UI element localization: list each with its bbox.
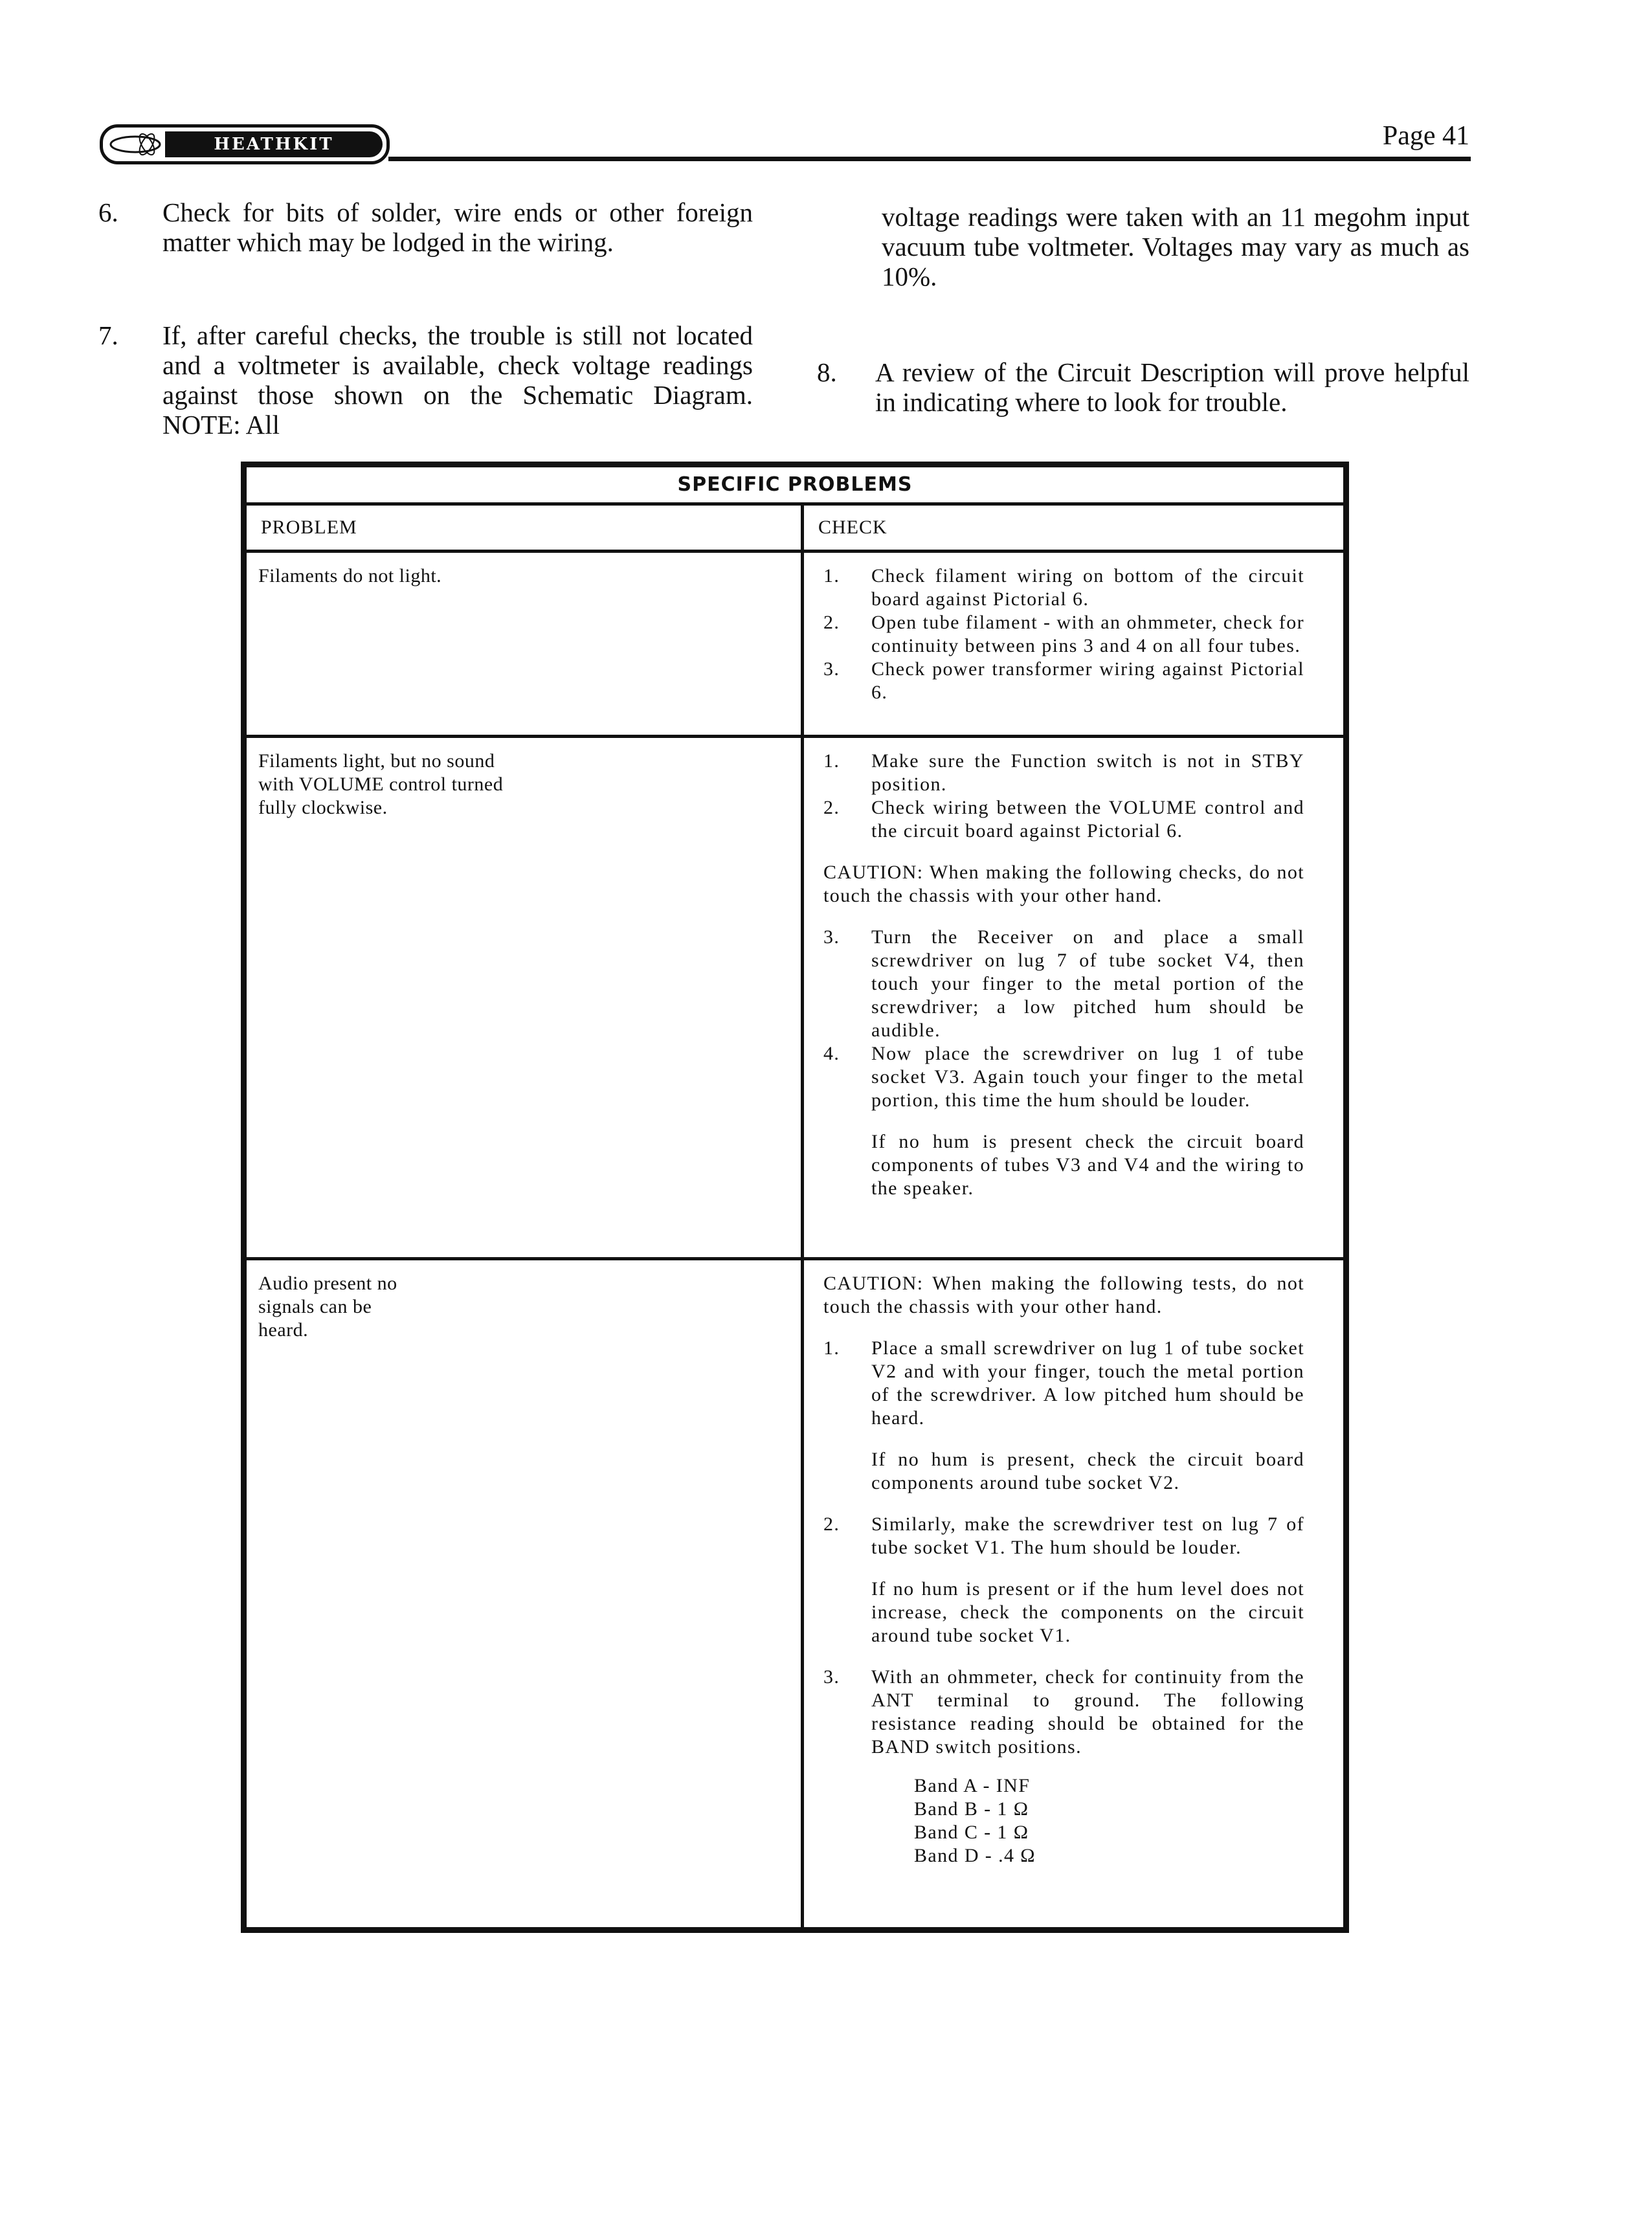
- check-item: [823, 611, 1304, 658]
- check-item: [823, 564, 1304, 611]
- item-number: 3.: [823, 658, 840, 680]
- table-row: [244, 737, 1346, 1259]
- check-item: [823, 1042, 1304, 1112]
- check-cell: [803, 1259, 1346, 1930]
- item-number: 2.: [823, 1513, 840, 1535]
- item-number: 3.: [823, 1666, 840, 1688]
- item-number: 4.: [823, 1043, 840, 1064]
- item-8-number: 8.: [817, 357, 837, 387]
- column-header-problem: PROBLEM: [244, 504, 803, 552]
- check-item: [823, 658, 1304, 704]
- item-7-text: If, after careful checks, the trouble is still not located and a voltmeter is available, check voltage readings against those shown on the Schematic Diagram. NOTE: All: [162, 320, 753, 440]
- problem-cell: Filaments do not light.: [244, 552, 803, 737]
- item-6-text: Check for bits of solder, wire ends or other foreign matter which may be lodged in the wiring.: [162, 197, 753, 257]
- specific-problems-table: [241, 462, 1349, 1933]
- problem-cell: [244, 737, 803, 1259]
- item-text: With an ohmmeter, check for continuity from the ANT terminal to ground. The following resistance reading should be obtained for the BAND switch positions.: [871, 1666, 1304, 1758]
- item-number: 3.: [823, 926, 840, 948]
- problem-text: Filaments light, but no sound with VOLUME control turned fully clockwise.: [258, 750, 504, 818]
- band-reading: Band D - .4 Ω: [914, 1845, 1036, 1866]
- item-number: 1.: [823, 750, 840, 772]
- check-item: [823, 1337, 1304, 1430]
- item-text: Check wiring between the VOLUME control and the circuit board against Pictorial 6.: [871, 797, 1304, 842]
- table-row: [244, 1259, 1346, 1930]
- check-item: [823, 796, 1304, 843]
- item-text: Place a small screwdriver on lug 1 of tube socket V2 and with your finger, touch the metal portion of the screwdriver. A low pitched hum should be heard.: [871, 1337, 1304, 1429]
- column-header-check: CHECK: [803, 504, 1346, 552]
- check-cell: [803, 737, 1346, 1259]
- atom-icon: [108, 131, 162, 157]
- check-item: [823, 926, 1304, 1042]
- check-note: If no hum is present or if the hum level does not increase, check the components on the circuit around tube socket V1.: [871, 1578, 1304, 1646]
- item-text: Now place the screwdriver on lug 1 of tube socket V3. Again touch your finger to the metal portion, this time the hum should be louder.: [871, 1043, 1304, 1111]
- check-item: [823, 1666, 1304, 1759]
- item-number: 2.: [823, 612, 840, 633]
- band-reading: Band A - INF: [914, 1775, 1031, 1796]
- caution-note: CAUTION: When making the following checks, do not touch the chassis with your other hand.: [823, 862, 1304, 906]
- table-row: [244, 552, 1346, 737]
- check-note: If no hum is present check the circuit board components of tubes V3 and V4 and the wiring to the speaker.: [871, 1131, 1304, 1199]
- check-item: [823, 1513, 1304, 1559]
- check-cell: [803, 552, 1346, 737]
- check-note: If no hum is present, check the circuit board components around tube socket V2.: [871, 1449, 1304, 1493]
- item-text: Make sure the Function switch is not in STBY position.: [871, 750, 1304, 795]
- item-number: 2.: [823, 797, 840, 818]
- item-text: Check power transformer wiring against Pictorial 6.: [871, 658, 1304, 703]
- item-text: Check filament wiring on bottom of the circuit board against Pictorial 6.: [871, 565, 1304, 610]
- band-reading: Band C - 1 Ω: [914, 1822, 1029, 1843]
- item-7-number: 7.: [98, 320, 118, 350]
- item-text: Similarly, make the screwdriver test on lug 7 of tube socket V1. The hum should be louder.: [871, 1513, 1304, 1558]
- caution-note: CAUTION: When making the following tests, do not touch the chassis with your other hand.: [823, 1273, 1304, 1317]
- problem-text: Audio present no signals can be heard.: [258, 1273, 397, 1341]
- band-reading: Band B - 1 Ω: [914, 1798, 1029, 1820]
- item-text: Open tube filament - with an ohmmeter, check for continuity between pins 3 and 4 on all four tubes.: [871, 612, 1304, 656]
- item-6-number: 6.: [98, 197, 118, 227]
- table-title: SPECIFIC PROBLEMS: [244, 465, 1346, 504]
- page-number: Page 41: [1382, 121, 1469, 151]
- problem-cell: [244, 1259, 803, 1930]
- header-rule: [388, 157, 1471, 161]
- band-readings: [914, 1774, 1304, 1868]
- item-7-continued: voltage readings were taken with an 11 megohm input vacuum tube voltmeter. Voltages may vary as much as 10%.: [882, 202, 1469, 291]
- heathkit-logo: [100, 124, 390, 164]
- item-text: Turn the Receiver on and place a small screwdriver on lug 7 of tube socket V4, then touch your finger to the metal portion of the screwdriver; a low pitched hum should be audible.: [871, 926, 1304, 1041]
- item-number: 1.: [823, 565, 840, 586]
- logo-text: HEATHKIT: [165, 131, 383, 157]
- item-number: 1.: [823, 1337, 840, 1359]
- item-8-text: A review of the Circuit Description will prove helpful in indicating where to look for trouble.: [875, 357, 1469, 417]
- check-item: [823, 750, 1304, 796]
